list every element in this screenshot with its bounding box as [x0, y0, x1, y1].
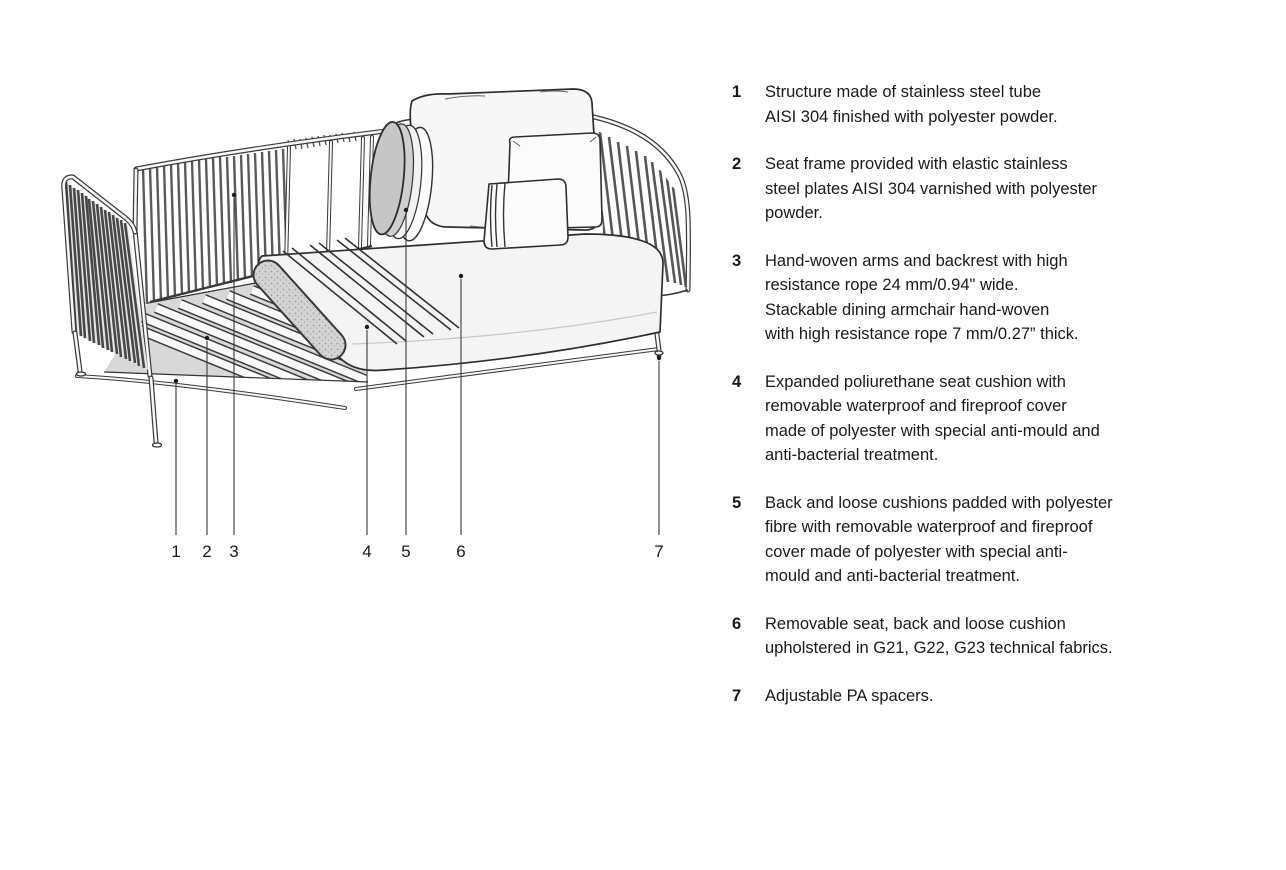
legend-item [732, 152, 1232, 226]
legend-item [732, 80, 1232, 129]
callout-dot [404, 208, 408, 212]
callout-dot [232, 193, 236, 197]
callout-dot [174, 379, 178, 383]
callout-dot [657, 356, 661, 360]
legend-item-number: 5 [732, 493, 742, 512]
legend-item-number: 4 [732, 372, 742, 391]
spec-legend [732, 80, 1232, 731]
legend-item-text: Seat frame provided with elastic stainless steel plates AISI 304 varnished with polyester powder. [765, 155, 1098, 222]
legend-item [732, 612, 1232, 661]
legend-item [732, 249, 1232, 347]
foot-spacer [153, 443, 162, 447]
legend-item [732, 370, 1232, 468]
bottom-rail [77, 376, 345, 408]
callout-number: 7 [654, 542, 664, 561]
callout-number: 3 [229, 542, 239, 561]
legend-item-text: Hand-woven arms and backrest with high resistance rope 24 mm/0.94" wide. Stackable dining armchair hand-woven with high resistance rope 7 mm/0.27” thick. [765, 251, 1079, 343]
legend-item-text: Removable seat, back and loose cushion upholstered in G21, G22, G23 technical fabrics. [765, 614, 1113, 657]
legend-item [732, 491, 1232, 589]
legend-item-number: 2 [732, 155, 742, 173]
legend-item-number: 6 [732, 614, 742, 633]
callout-dot [365, 325, 369, 329]
legend-item-number: 3 [732, 251, 742, 270]
callout-dot [459, 274, 463, 278]
callout-number: 1 [171, 542, 181, 561]
callout-dot [205, 336, 209, 340]
legend-item-text: Adjustable PA spacers. [765, 686, 934, 705]
callout-number: 6 [456, 542, 466, 561]
foot-spacer [655, 351, 663, 355]
loose-cushion-small [484, 179, 568, 249]
foot-spacer [77, 372, 86, 376]
callout-number: 5 [401, 542, 411, 561]
bolster-cushion [364, 120, 437, 242]
legend-item [732, 684, 1232, 709]
sofa-technical-drawing [0, 0, 710, 575]
callout-number: 2 [202, 542, 212, 561]
legend-item-text: Back and loose cushions padded with polyester fibre with removable waterproof and fireproof cover made of polyester with special anti- mould and anti-bacterial treatment. [765, 493, 1113, 585]
legend-item-number: 7 [732, 686, 742, 705]
legend-item-number: 1 [732, 83, 742, 101]
callout-number: 4 [362, 542, 372, 561]
legend-item-text: Expanded poliurethane seat cushion with removable waterproof and fireproof cover made of polyester with special anti-mould and anti-bacterial treatment. [765, 372, 1100, 464]
legend-item-text: Structure made of stainless steel tube AISI 304 finished with polyester powder. [765, 83, 1058, 126]
